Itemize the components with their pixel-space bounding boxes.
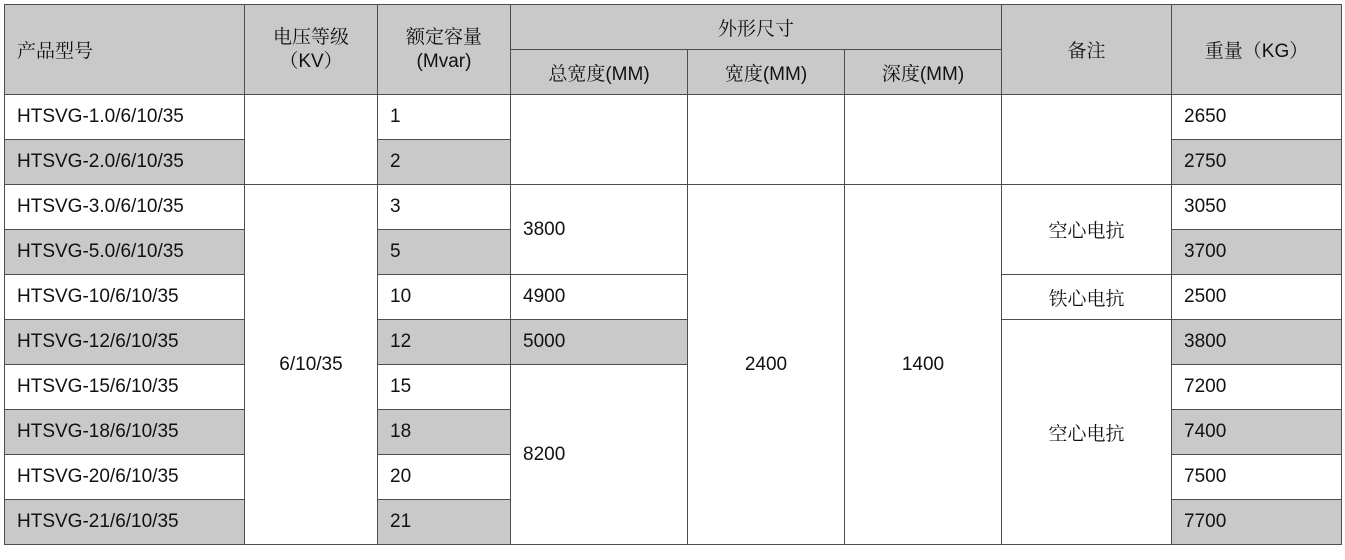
cell-capacity: 15 <box>378 365 511 410</box>
cell-weight: 2500 <box>1172 275 1342 320</box>
header-voltage-line1: 电压等级 <box>272 26 349 48</box>
cell-width-blank-top <box>688 95 845 185</box>
cell-total-width-blank-top <box>511 95 688 185</box>
cell-capacity: 2 <box>378 140 511 185</box>
table-row <box>5 275 1342 320</box>
cell-model: HTSVG-10/6/10/35 <box>5 275 245 320</box>
cell-remark-iron-core: 铁心电抗 <box>1002 275 1172 320</box>
table-row <box>5 320 1342 365</box>
cell-voltage-value: 6/10/35 <box>245 185 378 545</box>
cell-total-width-4900: 4900 <box>511 275 688 320</box>
cell-model: HTSVG-5.0/6/10/35 <box>5 230 245 275</box>
cell-capacity: 3 <box>378 185 511 230</box>
cell-weight: 7400 <box>1172 410 1342 455</box>
header-voltage <box>245 5 378 95</box>
cell-voltage-blank-top <box>245 95 378 185</box>
cell-model: HTSVG-18/6/10/35 <box>5 410 245 455</box>
cell-total-width-3800: 3800 <box>511 185 688 275</box>
cell-weight: 3700 <box>1172 230 1342 275</box>
header-total-width: 总宽度(MM) <box>511 50 688 95</box>
header-capacity-line1: 额定容量 <box>405 26 482 48</box>
cell-remark-air-core-bottom: 空心电抗 <box>1002 320 1172 545</box>
cell-capacity: 12 <box>378 320 511 365</box>
cell-weight: 7500 <box>1172 455 1342 500</box>
cell-weight: 2650 <box>1172 95 1342 140</box>
header-remark: 备注 <box>1002 5 1172 95</box>
header-depth: 深度(MM) <box>845 50 1002 95</box>
cell-capacity: 5 <box>378 230 511 275</box>
product-spec-table <box>4 4 1342 545</box>
cell-weight: 3800 <box>1172 320 1342 365</box>
cell-depth-blank-top <box>845 95 1002 185</box>
cell-model: HTSVG-12/6/10/35 <box>5 320 245 365</box>
header-voltage-line2: （KV） <box>279 50 343 72</box>
header-weight: 重量（KG） <box>1172 5 1342 95</box>
header-dimensions-group: 外形尺寸 <box>511 5 1002 50</box>
cell-capacity: 20 <box>378 455 511 500</box>
cell-total-width-8200: 8200 <box>511 365 688 545</box>
cell-remark-air-core-top: 空心电抗 <box>1002 185 1172 275</box>
cell-capacity: 18 <box>378 410 511 455</box>
cell-model: HTSVG-3.0/6/10/35 <box>5 185 245 230</box>
header-capacity <box>378 5 511 95</box>
header-capacity-line2: (Mvar) <box>416 50 472 72</box>
cell-weight: 2750 <box>1172 140 1342 185</box>
cell-weight: 3050 <box>1172 185 1342 230</box>
cell-capacity: 21 <box>378 500 511 545</box>
cell-weight: 7700 <box>1172 500 1342 545</box>
table-row <box>5 95 1342 140</box>
header-model: 产品型号 <box>5 5 245 95</box>
table-header-row-1 <box>5 5 1342 50</box>
cell-capacity: 1 <box>378 95 511 140</box>
table-row <box>5 185 1342 230</box>
cell-capacity: 10 <box>378 275 511 320</box>
cell-model: HTSVG-2.0/6/10/35 <box>5 140 245 185</box>
cell-model: HTSVG-1.0/6/10/35 <box>5 95 245 140</box>
header-width: 宽度(MM) <box>688 50 845 95</box>
cell-width-2400: 2400 <box>688 185 845 545</box>
cell-remark-blank-top <box>1002 95 1172 185</box>
cell-model: HTSVG-20/6/10/35 <box>5 455 245 500</box>
cell-weight: 7200 <box>1172 365 1342 410</box>
cell-model: HTSVG-21/6/10/35 <box>5 500 245 545</box>
cell-model: HTSVG-15/6/10/35 <box>5 365 245 410</box>
cell-depth-1400: 1400 <box>845 185 1002 545</box>
cell-total-width-5000: 5000 <box>511 320 688 365</box>
